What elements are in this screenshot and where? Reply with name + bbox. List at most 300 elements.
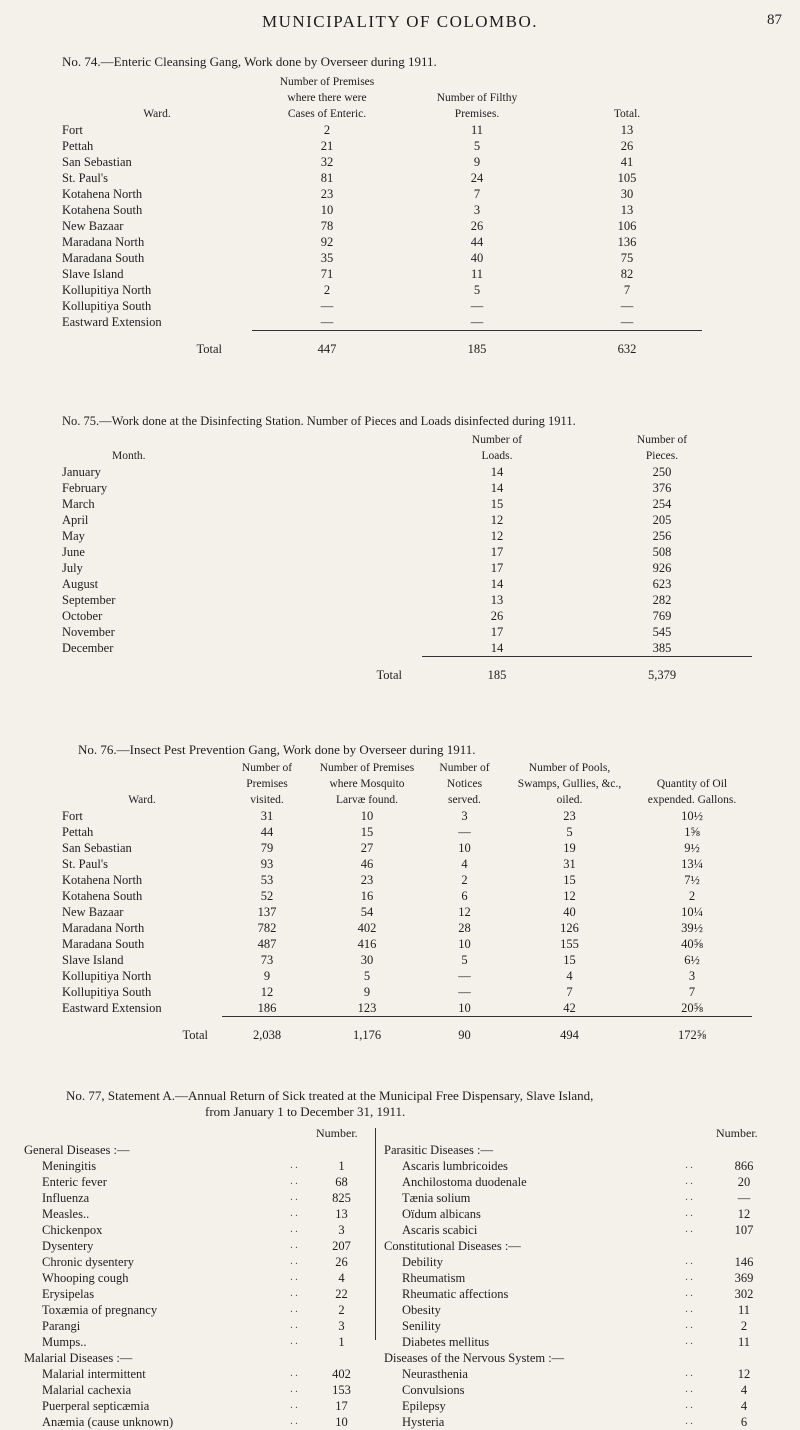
leader-dots: . . <box>290 1176 298 1187</box>
list-item <box>24 1286 369 1302</box>
table-row <box>62 856 752 872</box>
table-row <box>62 920 752 936</box>
list-item <box>384 1158 774 1174</box>
table-74-header <box>62 74 702 122</box>
disease-label: Influenza <box>42 1191 90 1205</box>
group-heading-row <box>384 1350 774 1366</box>
leader-dots: . . <box>685 1304 693 1315</box>
col-pools-oiled: Number of Pools, Swamps, Gullies, &c., oiled. <box>517 762 622 806</box>
table-row <box>62 298 702 314</box>
notices-served-value: 12 <box>458 905 471 919</box>
empty-cell <box>664 1238 714 1254</box>
disease-label: Enteric fever <box>42 1175 107 1189</box>
table-row <box>62 266 702 282</box>
col-notices-served: Number of Notices served. <box>439 762 490 806</box>
table-row <box>62 824 752 840</box>
group-heading-row <box>384 1238 774 1254</box>
total-oil-expended-value: 172⅝ <box>632 1017 752 1049</box>
total-pieces: 5,379 <box>572 657 752 689</box>
case-count: 10 <box>335 1415 348 1429</box>
disease-label: Ascaris scabici <box>402 1223 478 1237</box>
oil-expended-value: 40⅝ <box>681 937 703 951</box>
empty-cell <box>664 1142 714 1158</box>
table-row <box>62 840 752 856</box>
pools-oiled-value: 126 <box>560 921 579 935</box>
pools-oiled-value: 23 <box>563 809 576 823</box>
leader-dots: . . <box>685 1192 693 1203</box>
disease-label: Oïdum albicans <box>402 1207 481 1221</box>
loads-value: 12 <box>490 513 504 527</box>
loads-value: 17 <box>490 561 504 575</box>
col-ward: Ward. <box>128 794 156 806</box>
list-item <box>384 1206 774 1222</box>
total-loads: 185 <box>422 657 572 689</box>
table-row <box>62 640 752 657</box>
premises-visited-value: 79 <box>260 841 274 855</box>
disease-label: Whooping cough <box>42 1271 129 1285</box>
ward-name: Kotahena South <box>62 889 143 903</box>
case-count: — <box>737 1191 751 1205</box>
oil-expended-value: 10½ <box>681 809 703 823</box>
loads-value: 14 <box>490 641 504 655</box>
premises-visited-value: 487 <box>257 937 277 951</box>
leader-dots: . . <box>685 1256 693 1267</box>
pools-oiled-value: 31 <box>563 857 576 871</box>
filthy-premises-value: 24 <box>470 171 484 185</box>
case-count: 2 <box>338 1303 345 1317</box>
month-name: March <box>62 497 95 511</box>
oil-expended-value: 3 <box>688 969 696 983</box>
number-label-right: Number. <box>716 1126 758 1140</box>
case-count: 207 <box>332 1239 351 1253</box>
notices-served-value: 10 <box>458 937 471 951</box>
oil-expended-value: 7½ <box>684 873 700 887</box>
pools-oiled-value: 12 <box>563 889 576 903</box>
ward-name: Kollupitiya North <box>62 283 152 297</box>
list-item <box>24 1318 369 1334</box>
leader-dots: . . <box>290 1288 298 1299</box>
oil-expended-value: 7 <box>688 985 696 999</box>
leader-dots: . . <box>685 1288 693 1299</box>
filthy-premises-value: 7 <box>473 187 481 201</box>
table-row <box>62 544 752 560</box>
pools-oiled-value: 15 <box>563 953 576 967</box>
pieces-value: 623 <box>652 577 672 591</box>
ward-name: Maradana North <box>62 921 145 935</box>
filthy-premises-value: 26 <box>470 219 484 233</box>
leader-dots: . . <box>290 1160 298 1171</box>
ward-name: Kotahena North <box>62 873 143 887</box>
case-count: 4 <box>740 1383 748 1397</box>
ward-name: Eastward Extension <box>62 315 162 329</box>
ward-name: Kollupitiya South <box>62 299 152 313</box>
month-name: August <box>62 577 99 591</box>
month-name: May <box>62 529 85 543</box>
table-row <box>62 138 702 154</box>
list-item <box>384 1382 774 1398</box>
table-row <box>62 984 752 1000</box>
case-count: 4 <box>338 1271 345 1285</box>
list-item <box>24 1238 369 1254</box>
table-75-caption: No. 75.—Work done at the Disinfecting Station. Number of Pieces and Loads disinfected during 1911. <box>62 414 576 428</box>
month-name: January <box>62 465 101 479</box>
list-item <box>384 1414 774 1430</box>
disease-group-label: General Diseases :— <box>24 1143 130 1157</box>
disease-label: Obesity <box>402 1303 441 1317</box>
loads-value: 14 <box>490 465 504 479</box>
notices-served-value: 3 <box>461 809 468 823</box>
disease-group-label: Malarial Diseases :— <box>24 1351 133 1365</box>
total-value: 26 <box>620 139 634 153</box>
table-76-caption: No. 76.—Insect Pest Prevention Gang, Work done by Overseer during 1911. <box>78 742 476 757</box>
table-row <box>62 528 752 544</box>
ward-name: Kollupitiya North <box>62 969 152 983</box>
larvae-found-value: 5 <box>363 969 371 983</box>
case-count: 22 <box>335 1287 348 1301</box>
list-item <box>384 1334 774 1350</box>
table-76-header <box>62 760 752 808</box>
leader-dots: . . <box>685 1320 693 1331</box>
filthy-premises-value: 5 <box>473 283 481 297</box>
ward-name: Kollupitiya South <box>62 985 152 999</box>
larvae-found-value: 123 <box>357 1001 377 1015</box>
case-count: 1 <box>338 1159 345 1173</box>
enteric-premises-value: 71 <box>320 267 334 281</box>
pieces-value: 926 <box>652 561 672 575</box>
table-row <box>62 808 752 824</box>
col-enteric-premises: Number of Premises where there were Cases of Enteric. <box>279 76 375 120</box>
table-row <box>62 936 752 952</box>
ward-name: Maradana South <box>62 251 145 265</box>
pools-oiled-value: 42 <box>563 1001 576 1015</box>
disease-label: Toxæmia of pregnancy <box>42 1303 158 1317</box>
total-label: Total <box>182 1027 208 1042</box>
list-item <box>384 1286 774 1302</box>
number-label-left: Number. <box>316 1126 358 1140</box>
premises-visited-value: 9 <box>263 969 271 983</box>
larvae-found-value: 27 <box>360 841 374 855</box>
table-77-right <box>384 1142 774 1430</box>
enteric-premises-value: 2 <box>323 283 331 297</box>
case-count: 2 <box>740 1319 748 1333</box>
pools-oiled-value: 15 <box>563 873 576 887</box>
oil-expended-value: 13¼ <box>681 857 703 871</box>
case-count: 1 <box>338 1335 345 1349</box>
list-item <box>24 1366 369 1382</box>
notices-served-value: 2 <box>461 873 468 887</box>
premises-visited-value: 31 <box>260 809 274 823</box>
group-heading-row <box>24 1350 369 1366</box>
leader-dots: . . <box>290 1272 298 1283</box>
disease-label: Puerperal septicæmia <box>42 1399 150 1413</box>
table-77-caption-line1: No. 77, Statement A.—Annual Return of Sick treated at the Municipal Free Dispensary, Slave Island, <box>66 1088 594 1103</box>
total-value: 13 <box>620 203 634 217</box>
enteric-premises-value: — <box>320 315 334 329</box>
table-row <box>62 154 702 170</box>
case-count: 6 <box>740 1415 748 1429</box>
list-item <box>384 1318 774 1334</box>
premises-visited-value: 782 <box>257 921 277 935</box>
table-row <box>62 480 752 496</box>
pieces-value: 282 <box>652 593 672 607</box>
pieces-value: 385 <box>652 641 672 655</box>
ward-name: New Bazaar <box>62 219 124 233</box>
case-count <box>314 1142 369 1158</box>
empty-cell <box>664 1350 714 1366</box>
list-item <box>384 1222 774 1238</box>
table-row <box>62 624 752 640</box>
case-count: 4 <box>740 1399 748 1413</box>
table-75-header <box>62 432 752 464</box>
list-item <box>24 1190 369 1206</box>
list-item <box>384 1174 774 1190</box>
case-count: 11 <box>737 1303 751 1317</box>
case-count: 3 <box>338 1223 345 1237</box>
month-name: February <box>62 481 108 495</box>
oil-expended-value: 10¼ <box>681 905 703 919</box>
ward-name: Slave Island <box>62 267 124 281</box>
col-pieces: Number of Pieces. <box>636 434 688 462</box>
list-item <box>24 1206 369 1222</box>
table-74 <box>62 74 702 363</box>
case-count: 866 <box>734 1159 754 1173</box>
case-count: 3 <box>338 1319 345 1333</box>
case-count: 146 <box>734 1255 754 1269</box>
table-76 <box>62 760 752 1049</box>
ward-name: Slave Island <box>62 953 124 967</box>
table-row <box>62 888 752 904</box>
pools-oiled-value: 155 <box>560 937 579 951</box>
total-value: 13 <box>620 123 634 137</box>
total-value: 105 <box>617 171 637 185</box>
case-count <box>714 1350 774 1366</box>
pieces-value: 205 <box>652 513 672 527</box>
notices-served-value: — <box>458 825 471 839</box>
total-value: 7 <box>623 283 631 297</box>
larvae-found-value: 15 <box>360 825 374 839</box>
oil-expended-value: 20⅝ <box>681 1001 703 1015</box>
case-count: 12 <box>737 1207 751 1221</box>
ward-name: St. Paul's <box>62 857 109 871</box>
case-count: 302 <box>734 1287 754 1301</box>
column-divider <box>375 1128 376 1340</box>
list-item <box>384 1270 774 1286</box>
col-total: Total. <box>613 108 641 120</box>
month-name: April <box>62 513 89 527</box>
month-name: July <box>62 561 83 575</box>
disease-label: Dysentery <box>42 1239 94 1253</box>
enteric-premises-value: 92 <box>320 235 334 249</box>
leader-dots: . . <box>290 1416 298 1427</box>
larvae-found-value: 10 <box>360 809 374 823</box>
notices-served-value: — <box>458 985 471 999</box>
total-row <box>62 1017 752 1049</box>
pieces-value: 508 <box>652 545 672 559</box>
list-item <box>384 1302 774 1318</box>
total-value: 75 <box>620 251 634 265</box>
larvae-found-value: 46 <box>360 857 374 871</box>
pieces-value: 254 <box>652 497 672 511</box>
list-item <box>24 1158 369 1174</box>
premises-visited-value: 137 <box>257 905 277 919</box>
pools-oiled-value: 40 <box>563 905 576 919</box>
case-count: 11 <box>737 1335 751 1349</box>
leader-dots: . . <box>685 1368 693 1379</box>
month-name: September <box>62 593 116 607</box>
disease-label: Chickenpox <box>42 1223 103 1237</box>
premises-visited-value: 73 <box>260 953 274 967</box>
leader-dots: . . <box>685 1208 693 1219</box>
table-row <box>62 250 702 266</box>
filthy-premises-value: 44 <box>470 235 484 249</box>
notices-served-value: 6 <box>461 889 468 903</box>
pieces-value: 250 <box>652 465 672 479</box>
disease-label: Parangi <box>42 1319 81 1333</box>
case-count: 20 <box>737 1175 751 1189</box>
month-name: November <box>62 625 115 639</box>
list-item <box>24 1334 369 1350</box>
disease-label: Epilepsy <box>402 1399 446 1413</box>
leader-dots: . . <box>685 1384 693 1395</box>
loads-value: 15 <box>490 497 504 511</box>
month-name: December <box>62 641 114 655</box>
filthy-premises-value: 40 <box>470 251 484 265</box>
leader-dots: . . <box>290 1320 298 1331</box>
ward-name: Pettah <box>62 825 94 839</box>
leader-dots: . . <box>685 1160 693 1171</box>
list-item <box>384 1190 774 1206</box>
disease-label: Senility <box>402 1319 441 1333</box>
leader-dots: . . <box>290 1336 298 1347</box>
disease-label: Ascaris lumbricoides <box>402 1159 508 1173</box>
pieces-value: 376 <box>652 481 672 495</box>
case-count: 107 <box>734 1223 754 1237</box>
disease-group-label: Constitutional Diseases :— <box>384 1239 521 1253</box>
leader-dots: . . <box>290 1400 298 1411</box>
disease-label: Malarial intermittent <box>42 1367 146 1381</box>
list-item <box>24 1414 369 1430</box>
oil-expended-value: 6½ <box>684 953 700 967</box>
filthy-premises-value: 3 <box>473 203 481 217</box>
premises-visited-value: 93 <box>260 857 274 871</box>
table-row <box>62 122 702 138</box>
leader-dots: . . <box>685 1416 693 1427</box>
notices-served-value: 4 <box>461 857 468 871</box>
table-74-caption: No. 74.—Enteric Cleansing Gang, Work done by Overseer during 1911. <box>62 54 437 69</box>
total-value: 136 <box>617 235 637 249</box>
case-count <box>714 1142 774 1158</box>
total-row <box>62 331 702 363</box>
leader-dots: . . <box>685 1176 693 1187</box>
table-row <box>62 512 752 528</box>
enteric-premises-value: 21 <box>320 139 334 153</box>
disease-label: Measles.. <box>42 1207 90 1221</box>
enteric-premises-value: 35 <box>320 251 334 265</box>
filthy-premises-value: 9 <box>473 155 481 169</box>
list-item <box>24 1270 369 1286</box>
enteric-premises-value: 23 <box>320 187 334 201</box>
enteric-premises-value: 2 <box>323 123 331 137</box>
total-filthy-premises: 185 <box>402 331 552 363</box>
case-count <box>314 1350 369 1366</box>
enteric-premises-value: 32 <box>320 155 334 169</box>
pieces-value: 545 <box>652 625 672 639</box>
oil-expended-value: 39½ <box>681 921 703 935</box>
enteric-premises-value: 10 <box>320 203 334 217</box>
list-item <box>24 1174 369 1190</box>
larvae-found-value: 16 <box>360 889 374 903</box>
empty-cell <box>274 1350 314 1366</box>
leader-dots: . . <box>290 1368 298 1379</box>
table-row <box>62 1000 752 1017</box>
disease-label: Chronic dysentery <box>42 1255 134 1269</box>
disease-label: Erysipelas <box>42 1287 95 1301</box>
notices-served-value: 28 <box>458 921 471 935</box>
total-value: 82 <box>620 267 634 281</box>
ward-name: Fort <box>62 809 83 823</box>
grand-total: 632 <box>552 331 702 363</box>
leader-dots: . . <box>685 1400 693 1411</box>
ward-name: Kotahena South <box>62 203 143 217</box>
case-count: 17 <box>335 1399 348 1413</box>
total-pools-oiled-value: 494 <box>507 1017 632 1049</box>
disease-label: Rheumatic affections <box>402 1287 509 1301</box>
premises-visited-value: 12 <box>260 985 274 999</box>
page-number: 87 <box>767 12 782 28</box>
table-77-caption-line2: from January 1 to December 31, 1911. <box>205 1104 406 1119</box>
disease-label: Anæmia (cause unknown) <box>42 1415 174 1429</box>
disease-label: Anchilostoma duodenale <box>402 1175 527 1189</box>
table-row <box>62 592 752 608</box>
loads-value: 12 <box>490 529 504 543</box>
col-larvae-found: Number of Premises where Mosquito Larvæ found. <box>319 762 415 806</box>
list-item <box>384 1398 774 1414</box>
loads-value: 26 <box>490 609 504 623</box>
larvae-found-value: 54 <box>360 905 374 919</box>
col-oil-expended: Quantity of Oil expended. Gallons. <box>647 778 737 806</box>
disease-group-label: Diseases of the Nervous System :— <box>384 1351 565 1365</box>
col-ward: Ward. <box>143 108 171 120</box>
ward-name: Maradana North <box>62 235 145 249</box>
oil-expended-value: 9½ <box>684 841 700 855</box>
pools-oiled-value: 7 <box>566 985 573 999</box>
col-filthy-premises: Number of Filthy Premises. <box>436 92 518 120</box>
leader-dots: . . <box>290 1304 298 1315</box>
oil-expended-value: 2 <box>688 889 696 903</box>
filthy-premises-value: 5 <box>473 139 481 153</box>
filthy-premises-value: — <box>470 299 484 313</box>
ward-name: St. Paul's <box>62 171 109 185</box>
case-count: 402 <box>332 1367 351 1381</box>
list-item <box>24 1382 369 1398</box>
disease-label: Neurasthenia <box>402 1367 468 1381</box>
ward-name: Fort <box>62 123 83 137</box>
larvae-found-value: 416 <box>357 937 377 951</box>
leader-dots: . . <box>290 1192 298 1203</box>
disease-label: Debility <box>402 1255 443 1269</box>
table-row <box>62 234 702 250</box>
page-title: MUNICIPALITY OF COLOMBO. <box>261 12 539 31</box>
ward-name: New Bazaar <box>62 905 124 919</box>
case-count: 369 <box>734 1271 754 1285</box>
loads-value: 13 <box>490 593 504 607</box>
table-row <box>62 464 752 480</box>
ward-name: Kotahena North <box>62 187 143 201</box>
notices-served-value: 10 <box>458 841 471 855</box>
table-row <box>62 904 752 920</box>
table-row <box>62 496 752 512</box>
notices-served-value: — <box>458 969 471 983</box>
